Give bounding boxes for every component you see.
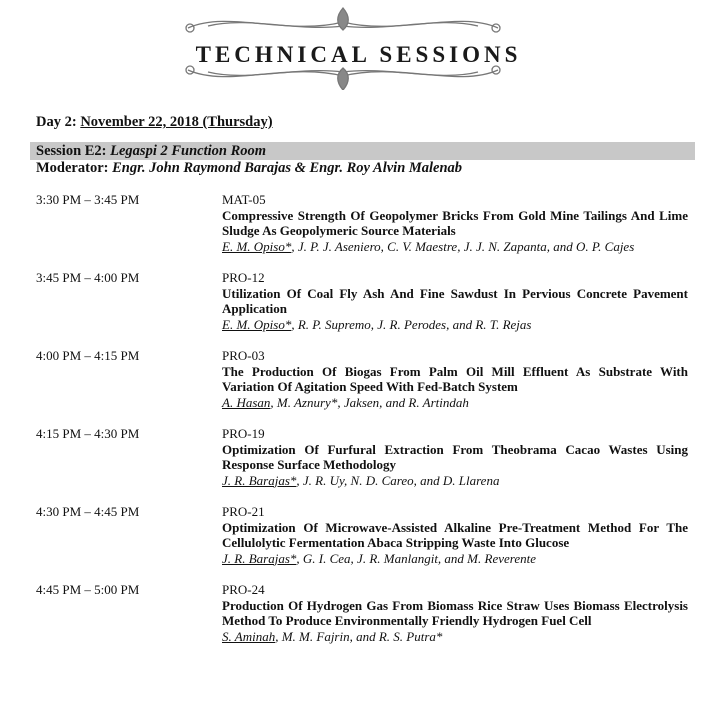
moderator-names: Engr. John Raymond Barajas & Engr. Roy Alvin Malenab — [112, 160, 463, 176]
talk-coauthors: , R. P. Supremo, J. R. Perodes, and R. T. Rejas — [291, 316, 532, 332]
session-header — [30, 142, 695, 160]
talk-time: 4:15 PM – 4:30 PM — [36, 426, 140, 441]
talk-body — [222, 582, 688, 644]
talk-code: PRO-03 — [222, 348, 265, 363]
talk-time: 4:00 PM – 4:15 PM — [36, 348, 140, 363]
talk-body — [222, 426, 688, 488]
session-room: Legaspi 2 Function Room — [110, 143, 267, 159]
talk-title: Compressive Strength Of Geopolymer Bricks From Gold Mine Tailings And Lime Sludge As Geopolymeric Source Materials — [222, 207, 688, 238]
day-heading — [36, 114, 273, 131]
talk-authors — [222, 395, 688, 411]
session-label: Session E2: — [36, 143, 107, 159]
talk-authors — [222, 317, 688, 333]
talk-code: MAT-05 — [222, 192, 266, 207]
talk-time: 3:45 PM – 4:00 PM — [36, 270, 140, 285]
talk-time: 4:45 PM – 5:00 PM — [36, 582, 140, 597]
talk-coauthors: , J. P. J. Aseniero, C. V. Maestre, J. J. N. Zapanta, and O. P. Cajes — [291, 238, 635, 254]
talk-coauthors: , M. Aznury*, Jaksen, and R. Artindah — [270, 394, 469, 410]
talk-authors — [222, 239, 688, 255]
talk-authors — [222, 551, 688, 567]
talk-presenter: S. Aminah — [222, 628, 276, 644]
talk-body — [222, 192, 688, 254]
moderator-line — [36, 160, 462, 177]
talk-presenter: J. R. Barajas* — [222, 550, 297, 566]
talk-presenter: E. M. Opiso* — [222, 238, 292, 254]
page-title: TECHNICAL SESSIONS — [195, 42, 522, 67]
talk-body — [222, 504, 688, 566]
talk-code: PRO-24 — [222, 582, 265, 597]
talk-coauthors: , G. I. Cea, J. R. Manlangit, and M. Reverente — [296, 550, 536, 566]
talk-code: PRO-12 — [222, 270, 265, 285]
talk-presenter: A. Hasan — [222, 394, 271, 410]
talk-title: Production Of Hydrogen Gas From Biomass Rice Straw Uses Biomass Electrolysis Method To Produce Environmentally Friendly Hydrogen Fuel Cell — [222, 597, 688, 628]
talk-title: Utilization Of Coal Fly Ash And Fine Sawdust In Pervious Concrete Pavement Application — [222, 285, 688, 316]
moderator-label: Moderator: — [36, 160, 109, 176]
talk-presenter: J. R. Barajas* — [222, 472, 297, 488]
talk-coauthors: , J. R. Uy, N. D. Careo, and D. Llarena — [296, 472, 500, 488]
day-date: November 22, 2018 (Thursday) — [80, 114, 273, 130]
talk-authors — [222, 473, 688, 489]
talk-presenter: E. M. Opiso* — [222, 316, 292, 332]
talk-title: The Production Of Biogas From Palm Oil Mill Effluent As Substrate With Variation Of Agitation Speed With Fed-Batch System — [222, 363, 688, 394]
talk-time: 3:30 PM – 3:45 PM — [36, 192, 140, 207]
day-label: Day 2: — [36, 114, 77, 130]
talk-title: Optimization Of Furfural Extraction From Theobrama Cacao Wastes Using Response Surface Methodology — [222, 441, 688, 472]
talk-authors — [222, 629, 688, 645]
talk-code: PRO-21 — [222, 504, 265, 519]
talk-coauthors: , M. M. Fajrin, and R. S. Putra* — [275, 628, 443, 644]
talk-body — [222, 270, 688, 332]
talk-title: Optimization Of Microwave-Assisted Alkaline Pre-Treatment Method For The Cellulolytic Fermentation Abaca Stripping Waste Into Glucose — [222, 519, 688, 550]
talk-code: PRO-19 — [222, 426, 265, 441]
talk-time: 4:30 PM – 4:45 PM — [36, 504, 140, 519]
talk-body — [222, 348, 688, 410]
